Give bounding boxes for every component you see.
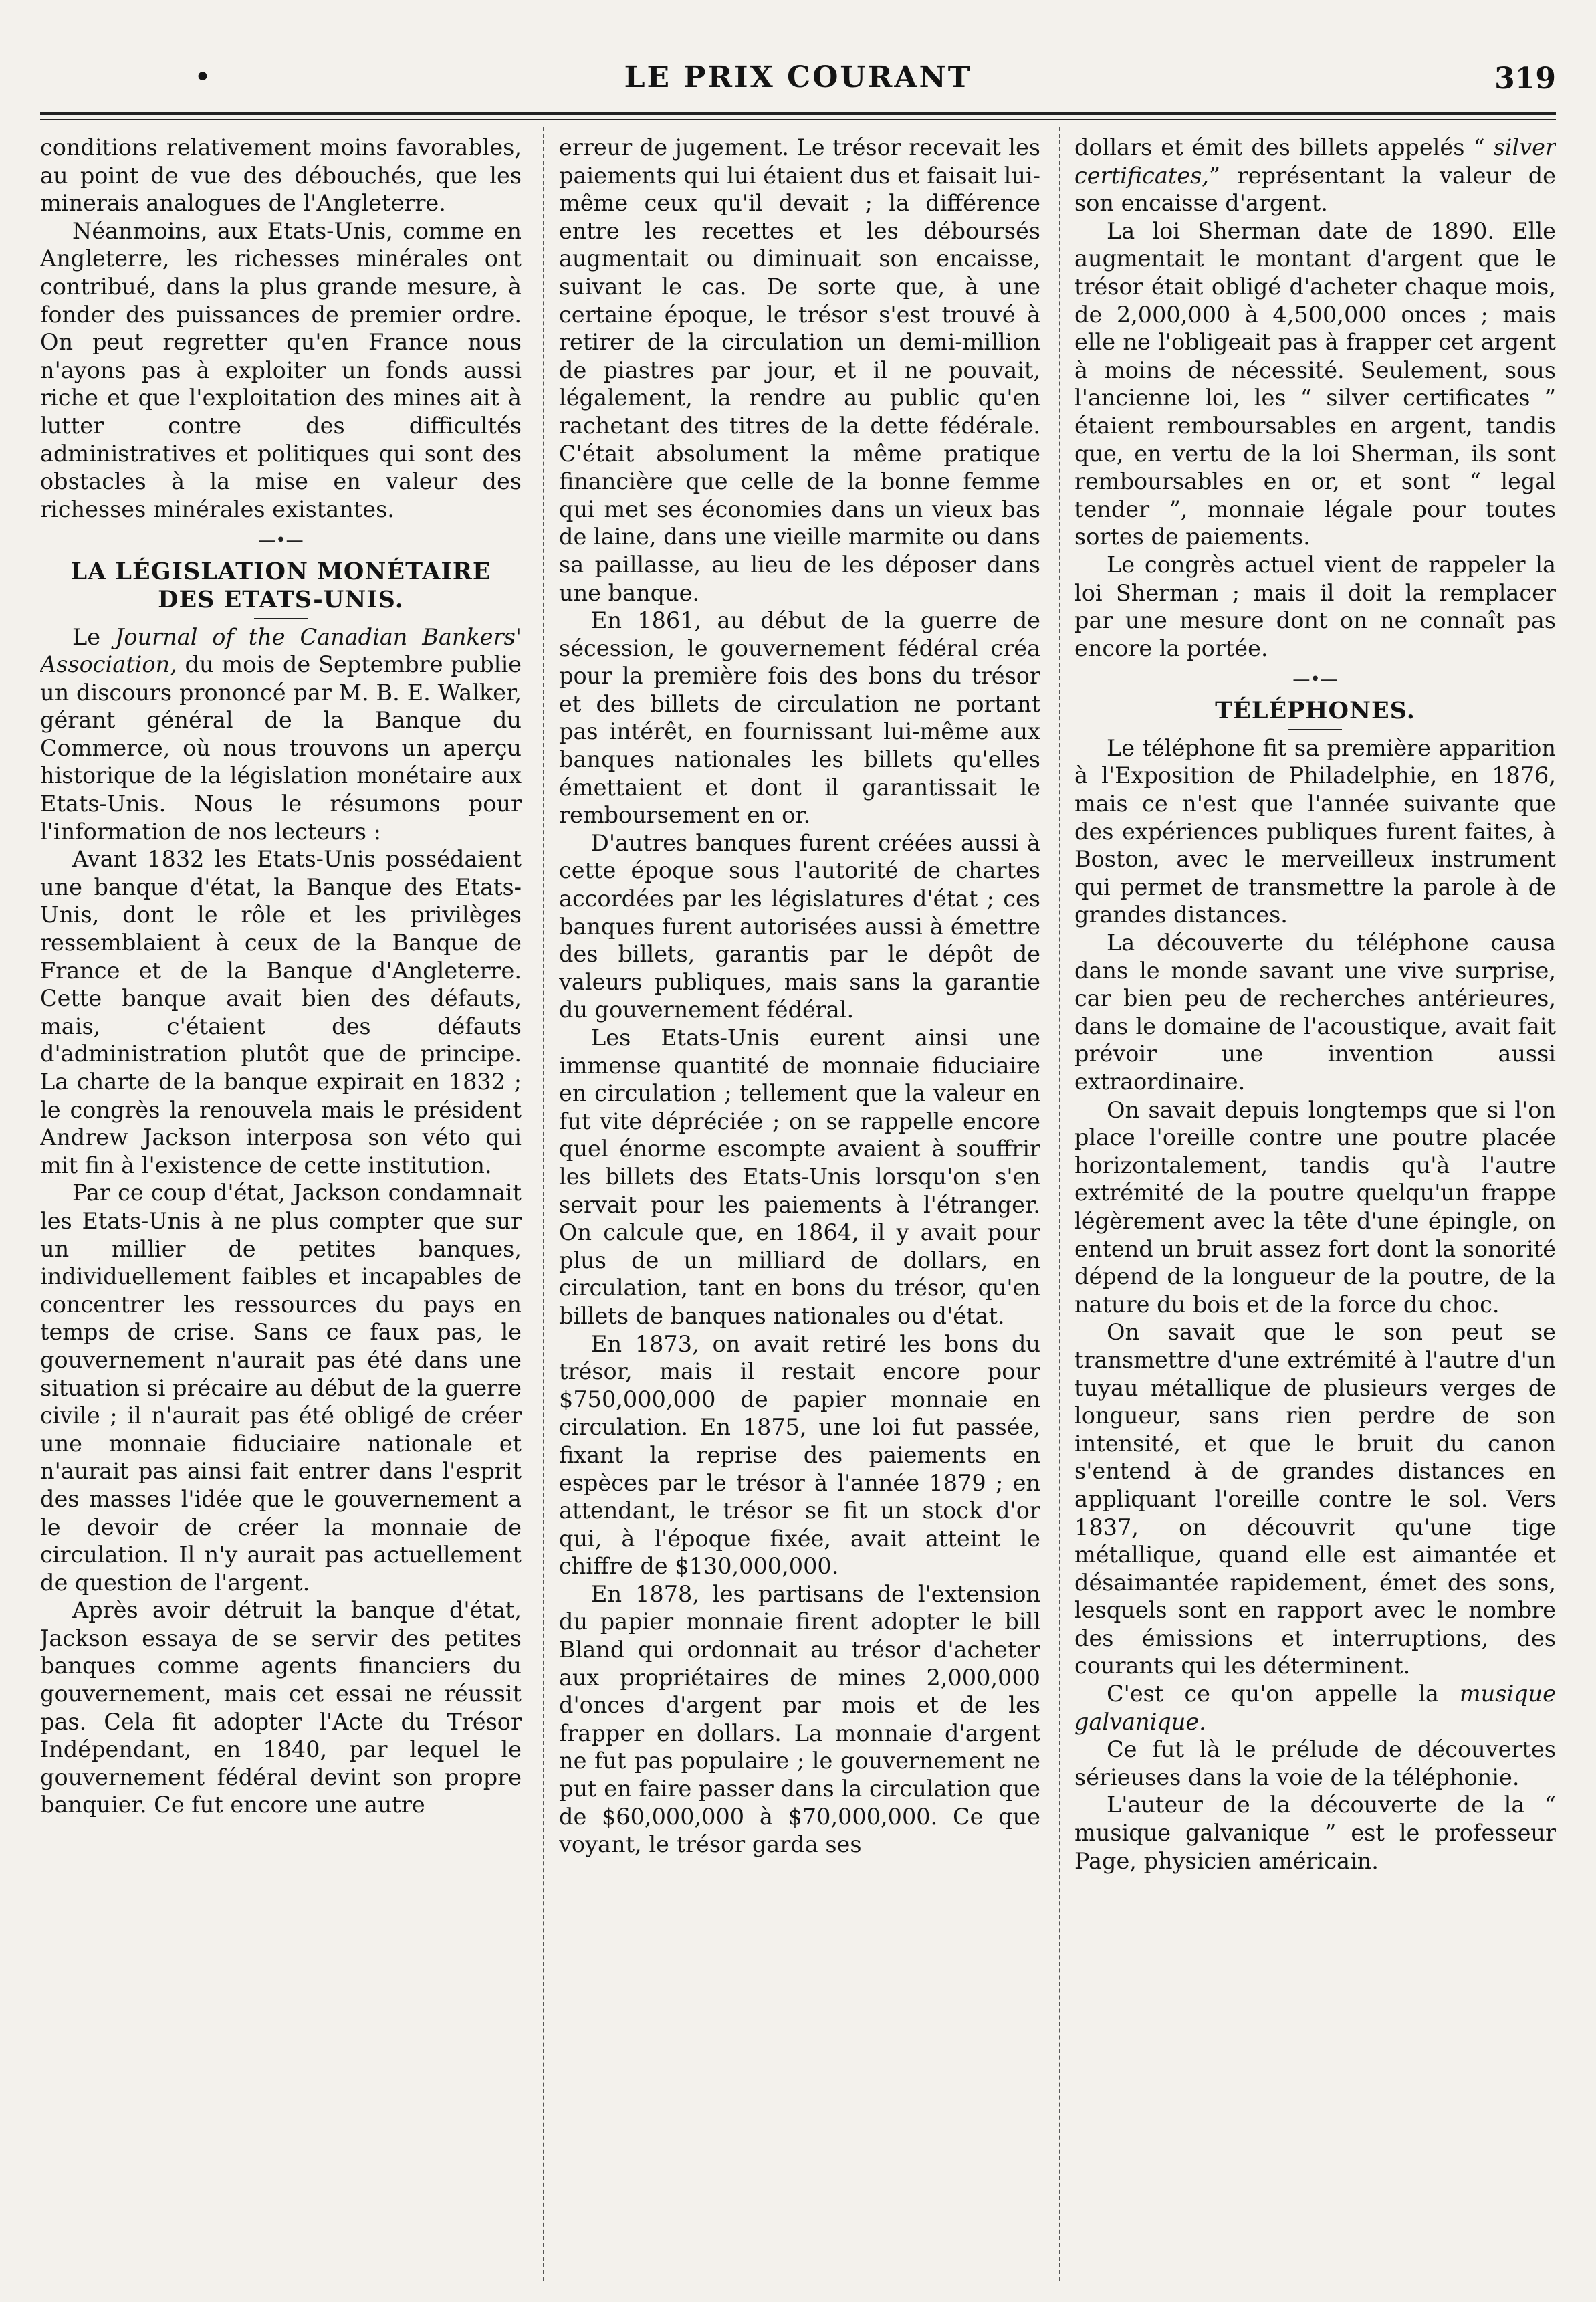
- article-heading: LA LÉGISLATION MONÉTAIRE: [70, 558, 491, 586]
- column-3: [1074, 134, 1556, 2274]
- page-number: 319: [1494, 62, 1556, 96]
- column-1: [40, 134, 522, 2274]
- paragraph: L'auteur de la découverte de la “ musique galvanique ” est le professeur Page, physicien américain.: [1074, 1792, 1556, 1874]
- text-run: ” représentant la valeur de son encaisse d'argent.: [1074, 162, 1556, 217]
- paragraph: erreur de jugement. Le trésor recevait les paiements qui lui étaient dus et faisait lui-même ceux qu'il devait ; la différence entre les recettes et les déboursés augmentait ou diminuait son encaisse, suivant le cas. De sorte que, à une certaine époque, le trésor s'est trouvé à retirer de la circulation un demi-million de piastres par jour, et il ne pouvait, légalement, la rendre au public qu'en rachetant des titres de la dette fédérale. C'était absolument la même pratique financière que celle de la bonne femme qui met ses économies dans un vieux bas de laine, dans une vieille marmite ou dans sa paillasse, au lieu de les déposer dans une banque.: [559, 134, 1040, 606]
- paragraph: [1074, 1680, 1556, 1736]
- column-divider-1: [543, 127, 544, 2281]
- paragraph: En 1861, au début de la guerre de sécession, le gouvernement fédéral créa pour la première fois des bons du trésor et des billets de circulation ne portant pas intérêt, en fournissant lui-même aux banques nationales les billets qu'elles émettaient et dont il garantissait le remboursement en or.: [559, 607, 1040, 829]
- paragraph: [40, 623, 522, 846]
- italic-term: silver certificates,: [1074, 134, 1556, 189]
- text-run: dollars et émit des billets appelés “: [1074, 134, 1494, 161]
- publication-title: LE PRIX COURANT: [624, 60, 972, 94]
- article-separator: —•—: [1292, 669, 1338, 690]
- paragraph: [1074, 134, 1556, 217]
- text-run: C'est ce qu'on appelle la: [1107, 1681, 1460, 1707]
- paragraph: En 1878, les partisans de l'extension du papier monnaie firent adopter le bill Bland qui ordonnait au trésor d'acheter aux propriétaires de mines 2,000,000 d'onces d'argent par mois et de les frapper en dollars. La monnaie d'argent ne fut pas populaire ; le gouvernement ne put en faire passer dans la circulation que de $60,000,000 à $70,000,000. Ce que voyant, le trésor garda ses: [559, 1580, 1040, 1858]
- column-divider-2: [1059, 127, 1060, 2281]
- paragraph: Après avoir détruit la banque d'état, Jackson essaya de se servir des petites banques comme agents financiers du gouvernement, mais cet essai ne réussit pas. Cela fit adopter l'Acte du Trésor Indépendant, en 1840, par lequel le gouvernement fédéral devint son propre banquier. Ce fut encore une autre: [40, 1597, 522, 1818]
- article-separator: —•—: [258, 530, 304, 551]
- paragraph: La loi Sherman date de 1890. Elle augmentait le montant d'argent que le trésor était obligé d'acheter chaque mois, de 2,000,000 à 4,500,000 onces ; mais elle ne l'obligeait pas à frapper cet argent à moins de nécessité. Seulement, sous l'ancienne loi, les “ silver certificates ” étaient remboursables en argent, tandis que, en vertu de la loi Sherman, ils sont remboursables en or, et sont “ legal tender ”, monnaie légale pour toutes sortes de paiements.: [1074, 217, 1556, 550]
- article-heading: TÉLÉPHONES.: [1215, 697, 1415, 725]
- paragraph: Le congrès actuel vient de rappeler la loi Sherman ; mais il doit la remplacer par une mesure dont on ne connaît pas encore la portée.: [1074, 551, 1556, 661]
- paragraph: La découverte du téléphone causa dans le monde savant une vive surprise, car bien peu de recherches antérieures, dans le domaine de l'acoustique, avait fait prévoir une invention aussi extraordinaire.: [1074, 930, 1556, 1095]
- header-rule-thin: [40, 119, 1556, 120]
- header-rule-thick: [40, 112, 1556, 115]
- text-run: , du mois de Septembre publie un discours prononcé par M. B. E. Walker, gérant général de la Banque du Commerce, où nous trouvons un aperçu historique de la législation monétaire aux Etats-Unis. Nous le résumons pour l'information de nos lecteurs :: [40, 651, 522, 845]
- paragraph: Par ce coup d'état, Jackson condamnait les Etats-Unis à ne plus compter que sur un millier de petites banques, individuellement faibles et incapables de concentrer les ressources du pays en temps de crise. Sans ce faux pas, le gouvernement n'aurait pas été dans une situation si précaire au début de la guerre civile ; il n'aurait pas été obligé de créer une monnaie fiduciaire nationale et n'aurait pas ainsi fait entrer dans l'esprit des masses l'idée que le gouvernement a le devoir de créer la monnaie de circulation. Il n'y aurait pas actuellement de question de l'argent.: [40, 1180, 522, 1596]
- text-run: Le: [72, 623, 115, 650]
- column-2: [559, 134, 1040, 2274]
- paragraph: Les Etats-Unis eurent ainsi une immense quantité de monnaie fiduciaire en circulation ; tellement que la valeur en fut vite dépréciée ; on se rappelle encore quel énorme escompte avaient à souffrir les billets des Etats-Unis lorsqu'on s'en servait pour les paiements à l'étranger. On calcule que, en 1864, il y avait pour plus de un milliard de dollars, en circulation, tant en bons du trésor, qu'en billets de banques nationales ou d'état.: [559, 1025, 1040, 1329]
- italic-term: musique galvanique.: [1074, 1681, 1556, 1735]
- page-header: [40, 54, 1556, 107]
- paragraph: Ce fut là le prélude de découvertes sérieuses dans la voie de la téléphonie.: [1074, 1736, 1556, 1790]
- paragraph: On savait que le son peut se transmettre d'une extrémité à l'autre d'un tuyau métallique de plusieurs verges de longueur, sans rien perdre de son intensité, et que le bruit du canon s'entend à de grandes distances en appliquant l'oreille contre le sol. Vers 1837, on découvrit qu'une tige métallique, quand elle est aimantée et désaimantée rapidement, émet des sons, lesquels sont en rapport avec le nombre des émissions et interruptions, des courants qui les déterminent.: [1074, 1319, 1556, 1679]
- paragraph: On savait depuis longtemps que si l'on place l'oreille contre une poutre placée horizontalement, tandis qu'à l'autre extrémité de la poutre quelqu'un frappe légèrement avec la tête d'une épingle, on entend un bruit assez fort dont la sonorité dépend de la longueur de la poutre, de la nature du bois et de la force du choc.: [1074, 1096, 1556, 1318]
- paragraph: conditions relativement moins favorables, au point de vue des débouchés, que les minerais analogues de l'Angleterre.: [40, 134, 522, 217]
- header-dot: •: [194, 60, 211, 94]
- heading-rule: [254, 618, 308, 619]
- paragraph: Le téléphone fit sa première apparition à l'Exposition de Philadelphie, en 1876, mais ce n'est que l'année suivante que des expériences publiques furent faites, à Boston, avec le merveilleux instrument qui permet de transmettre la parole à de grandes distances.: [1074, 734, 1556, 928]
- paragraph: D'autres banques furent créées aussi à cette époque sous l'autorité de chartes accordées par les législatures d'état ; ces banques furent autorisées aussi à émettre des billets, garantis par le dépôt de valeurs publiques, mais sans la garantie du gouvernement fédéral.: [559, 829, 1040, 1023]
- paragraph: En 1873, on avait retiré les bons du trésor, mais il restait encore pour $750,000,000 de papier monnaie en circulation. En 1875, une loi fut passée, fixant la reprise des paiements en espèces par le trésor à l'année 1879 ; en attendant, le trésor se fit un stock d'or qui, à l'époque fixée, avait atteint le chiffre de $130,000,000.: [559, 1330, 1040, 1580]
- journal-title: Journal of the Canadian Bankers' Association: [40, 623, 522, 678]
- paragraph: Avant 1832 les Etats-Unis possédaient une banque d'état, la Banque des Etats-Unis, dont le rôle et les privilèges ressemblaient à ceux de la Banque de France et de la Banque d'Angleterre. Cette banque avait bien des défauts, mais, c'étaient des défauts d'administration plutôt que de principe. La charte de la banque expirait en 1832 ; le congrès la renouvela mais le président Andrew Jackson interposa son véto qui mit fin à l'existence de cette institution.: [40, 846, 522, 1178]
- article-subheading: DES ETATS-UNIS.: [158, 585, 404, 613]
- heading-rule: [1288, 729, 1342, 730]
- paragraph: Néanmoins, aux Etats-Unis, comme en Angleterre, les richesses minérales ont contribué, dans la plus grande mesure, à fonder des puissances de premier ordre. On peut regretter qu'en France nous n'ayons pas à exploiter un fonds aussi riche et que l'exploitation des mines ait à lutter contre des difficultés administratives et politiques qui sont des obstacles à la mise en valeur des richesses minérales existantes.: [40, 217, 522, 522]
